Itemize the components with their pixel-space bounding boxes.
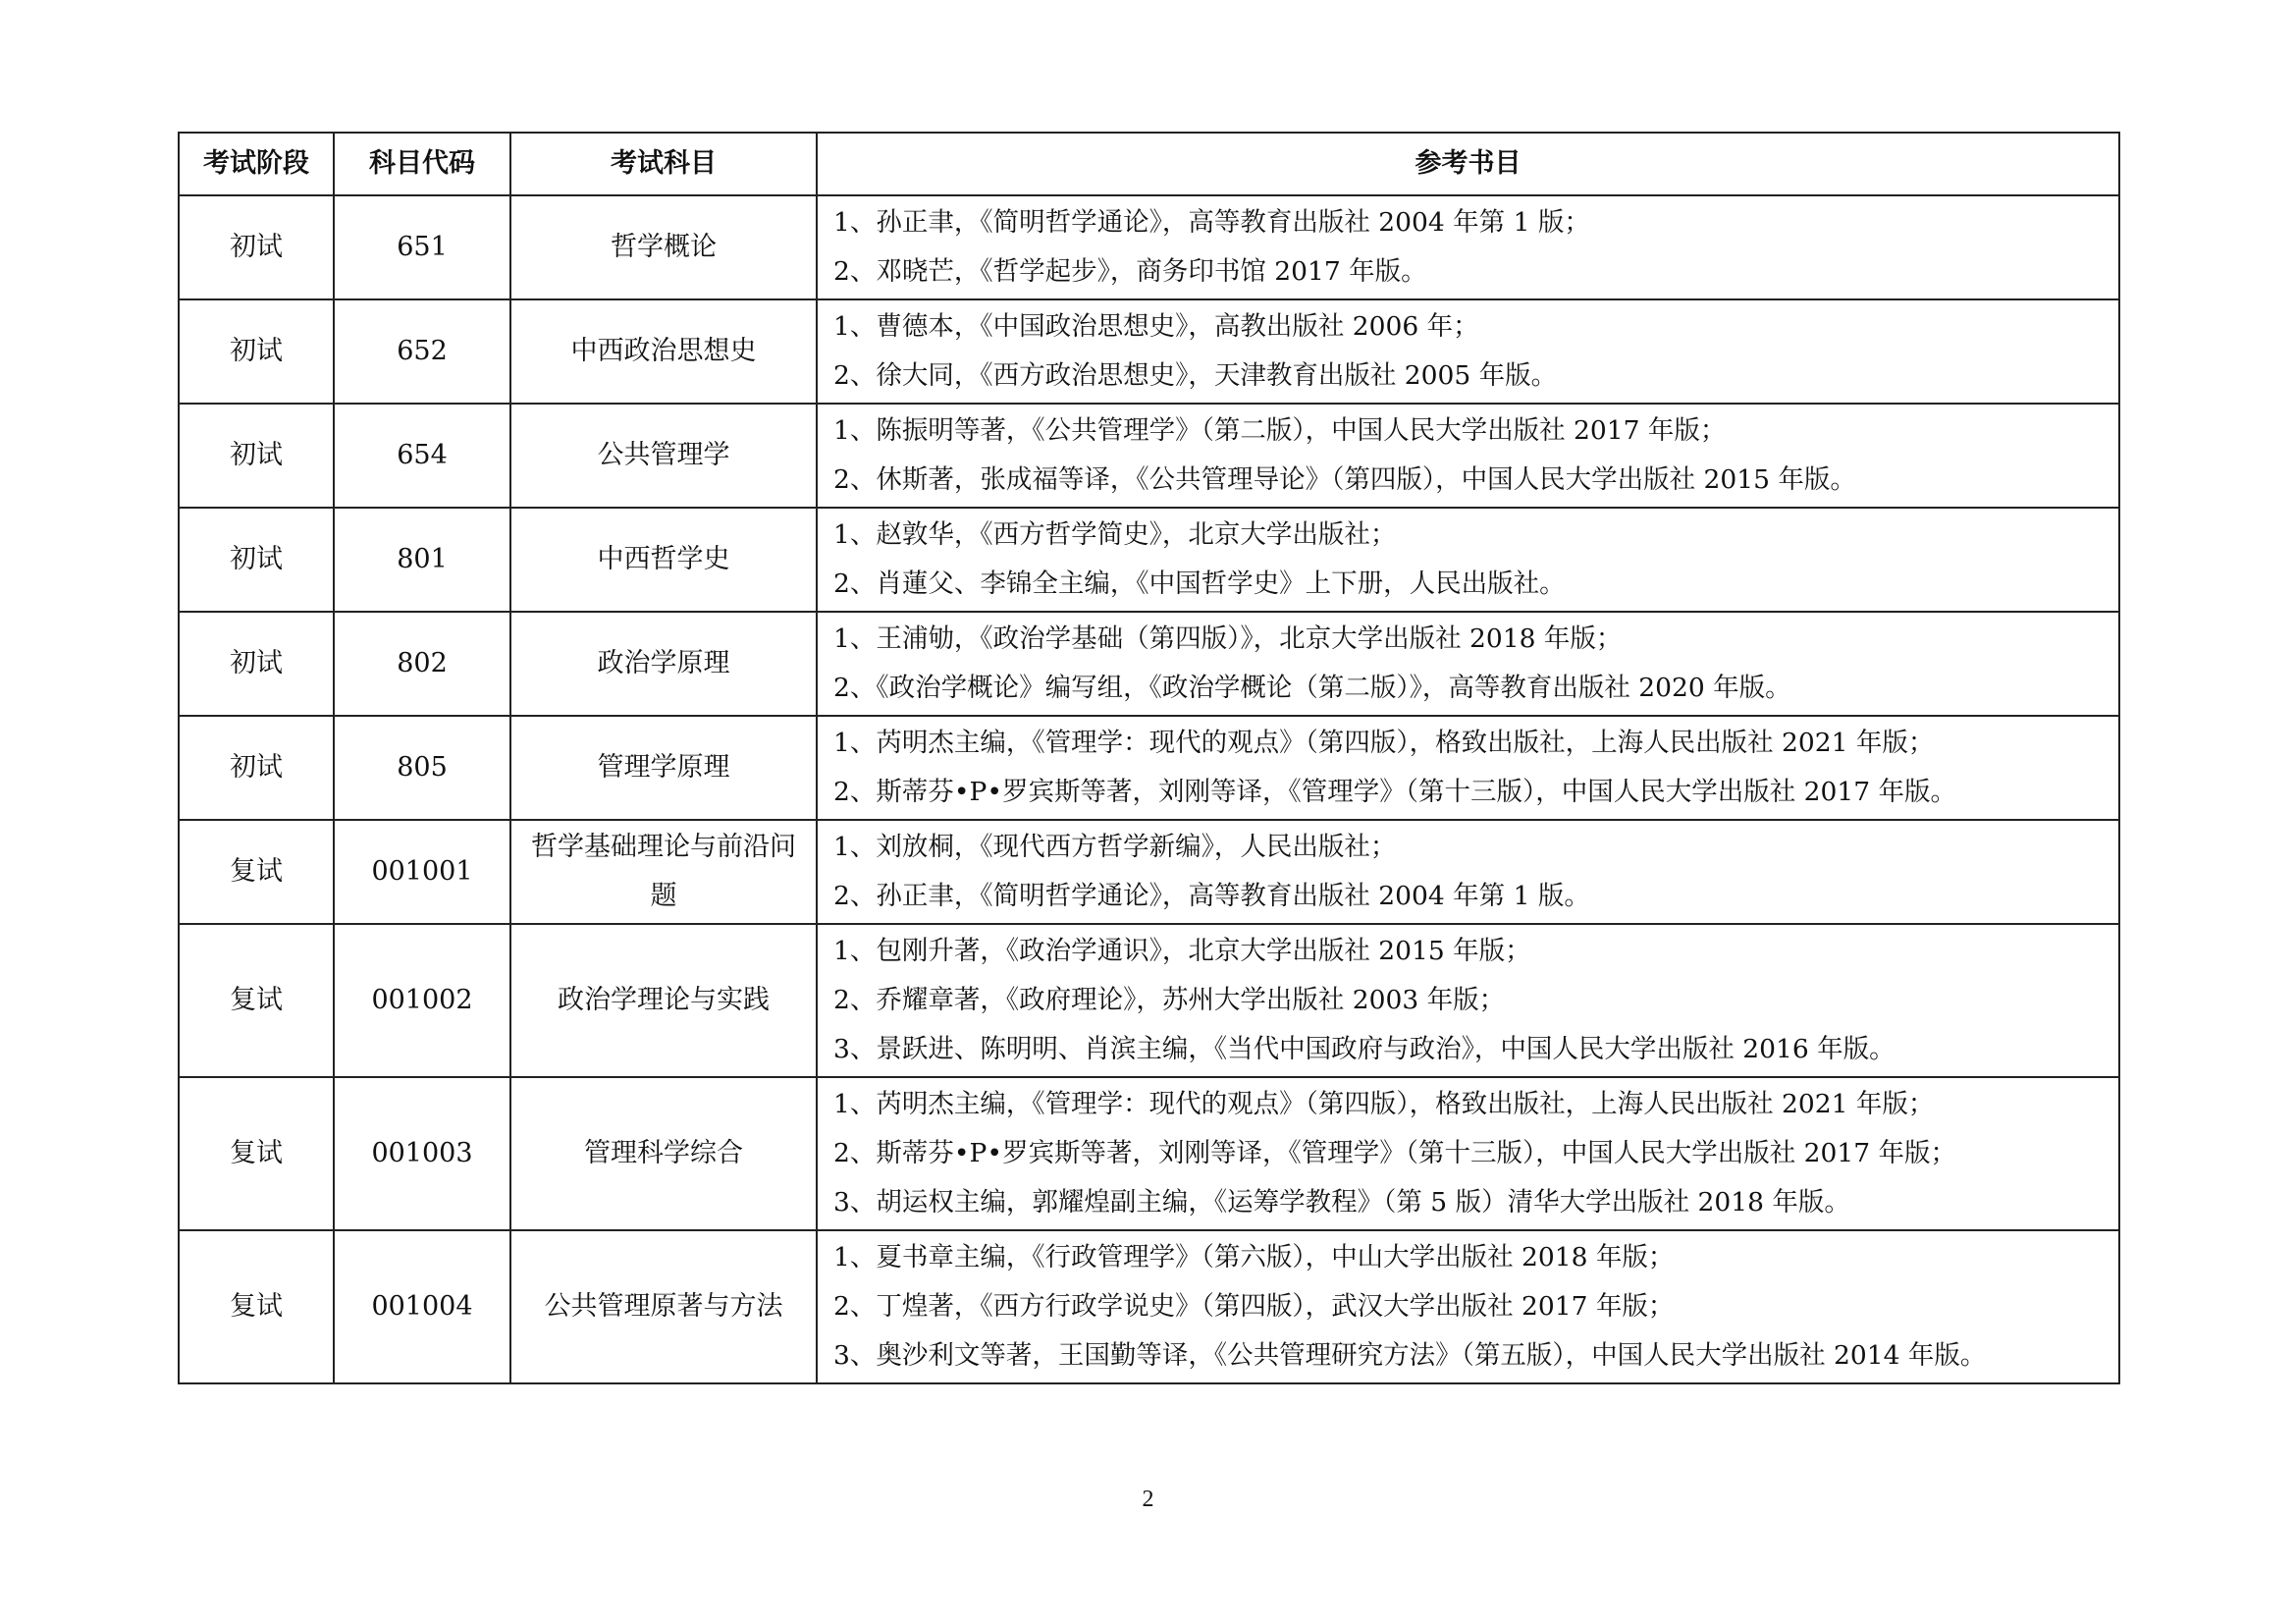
- book-entry: 3、奥沙利文等著，王国勤等译，《公共管理研究方法》（第五版），中国人民大学出版社 2014 年版。: [833, 1340, 1987, 1371]
- table-row: [179, 508, 2119, 612]
- cell-books: [817, 508, 2119, 612]
- subject-text: 公共管理原著与方法: [544, 1291, 783, 1322]
- cell-stage: 初试: [179, 612, 334, 716]
- cell-books: [817, 612, 2119, 716]
- cell-stage: 初试: [179, 195, 334, 299]
- cell-subject: [510, 404, 817, 508]
- subject-text: 哲学基础理论与前沿问题: [531, 832, 796, 911]
- book-entry: 1、孙正聿，《简明哲学通论》，高等教育出版社 2004 年第 1 版；: [833, 207, 1590, 238]
- cell-books: [817, 299, 2119, 404]
- book-entry: 2、丁煌著，《西方行政学说史》（第四版），武汉大学出版社 2017 年版；: [833, 1291, 1675, 1322]
- header-books: 参考书目: [817, 133, 2119, 195]
- subject-text: 公共管理学: [597, 440, 730, 470]
- table-row: [179, 820, 2119, 924]
- cell-books: [817, 1230, 2119, 1383]
- cell-subject: [510, 1230, 817, 1383]
- book-entry: 2、斯蒂芬•P•罗宾斯等著，刘刚等译，《管理学》（第十三版），中国人民大学出版社 2017 年版。: [833, 777, 1956, 807]
- cell-books: [817, 404, 2119, 508]
- table-row: [179, 299, 2119, 404]
- table-row: [179, 612, 2119, 716]
- book-entry: 1、夏书章主编，《行政管理学》（第六版），中山大学出版社 2018 年版；: [833, 1242, 1675, 1272]
- cell-code: 652: [334, 299, 510, 404]
- subject-text: 政治学原理: [597, 648, 730, 678]
- cell-code: 001002: [334, 924, 510, 1077]
- book-entry: 1、芮明杰主编，《管理学：现代的观点》（第四版），格致出版社，上海人民出版社 2021 年版；: [833, 1089, 1935, 1119]
- header-stage: 考试阶段: [179, 133, 334, 195]
- subject-text: 政治学理论与实践: [558, 985, 770, 1015]
- reference-books-table: [178, 132, 2120, 1384]
- cell-subject: [510, 924, 817, 1077]
- book-entry: 1、赵敦华，《西方哲学简史》，北京大学出版社；: [833, 519, 1397, 550]
- book-entry: 2、乔耀章著，《政府理论》，苏州大学出版社 2003 年版；: [833, 985, 1506, 1015]
- book-entry: 2、肖蓮父、李锦全主编，《中国哲学史》上下册，人民出版社。: [833, 568, 1566, 599]
- cell-code: 805: [334, 716, 510, 820]
- cell-subject: [510, 195, 817, 299]
- table-row: [179, 924, 2119, 1077]
- book-entry: 3、胡运权主编，郭耀煌副主编，《运筹学教程》（第 5 版）清华大学出版社 2018 年版。: [833, 1187, 1850, 1218]
- cell-stage: 初试: [179, 404, 334, 508]
- cell-stage: 复试: [179, 820, 334, 924]
- book-entry: 2、斯蒂芬•P•罗宾斯等著，刘刚等译，《管理学》（第十三版），中国人民大学出版社 2017 年版；: [833, 1138, 1956, 1168]
- cell-subject: [510, 508, 817, 612]
- cell-subject: [510, 612, 817, 716]
- cell-code: 654: [334, 404, 510, 508]
- book-entry: 1、曹德本，《中国政治思想史》，高教出版社 2006 年；: [833, 311, 1479, 342]
- cell-code: 001004: [334, 1230, 510, 1383]
- book-entry: 1、芮明杰主编，《管理学：现代的观点》（第四版），格致出版社，上海人民出版社 2021 年版；: [833, 728, 1935, 758]
- subject-text: 哲学概论: [611, 232, 717, 262]
- table-body: [179, 195, 2119, 1383]
- subject-text: 中西哲学史: [597, 544, 730, 574]
- book-entry: 1、王浦劬，《政治学基础（第四版）》，北京大学出版社 2018 年版；: [833, 623, 1623, 654]
- cell-books: [817, 716, 2119, 820]
- cell-books: [817, 195, 2119, 299]
- table-row: [179, 195, 2119, 299]
- cell-books: [817, 820, 2119, 924]
- book-entry: 1、陈振明等著，《公共管理学》（第二版），中国人民大学出版社 2017 年版；: [833, 415, 1727, 446]
- cell-code: 801: [334, 508, 510, 612]
- cell-code: 651: [334, 195, 510, 299]
- book-entry: 1、包刚升著，《政治学通识》，北京大学出版社 2015 年版；: [833, 936, 1531, 966]
- cell-stage: 初试: [179, 299, 334, 404]
- table-header-row: [179, 133, 2119, 195]
- cell-subject: [510, 1077, 817, 1230]
- book-entry: 1、刘放桐，《现代西方哲学新编》，人民出版社；: [833, 832, 1397, 862]
- cell-stage: 复试: [179, 1077, 334, 1230]
- subject-text: 管理学原理: [597, 752, 730, 783]
- header-subject: 考试科目: [510, 133, 817, 195]
- cell-code: 001001: [334, 820, 510, 924]
- book-entry: 2、《政治学概论》编写组，《政治学概论（第二版）》，高等教育出版社 2020 年版。: [833, 673, 1791, 703]
- cell-code: 802: [334, 612, 510, 716]
- book-entry: 2、徐大同，《西方政治思想史》，天津教育出版社 2005 年版。: [833, 360, 1558, 391]
- book-entry: 3、景跃进、陈明明、肖滨主编，《当代中国政府与政治》，中国人民大学出版社 2016 年版。: [833, 1034, 1896, 1064]
- cell-subject: [510, 716, 817, 820]
- book-entry: 2、孙正聿，《简明哲学通论》，高等教育出版社 2004 年第 1 版。: [833, 881, 1590, 911]
- cell-subject: [510, 299, 817, 404]
- subject-text: 中西政治思想史: [570, 336, 757, 366]
- cell-books: [817, 924, 2119, 1077]
- cell-stage: 复试: [179, 924, 334, 1077]
- cell-stage: 复试: [179, 1230, 334, 1383]
- cell-subject: [510, 820, 817, 924]
- cell-books: [817, 1077, 2119, 1230]
- book-entry: 2、休斯著，张成福等译，《公共管理导论》（第四版），中国人民大学出版社 2015 年版。: [833, 464, 1856, 495]
- table-row: [179, 1230, 2119, 1383]
- book-entry: 2、邓晓芒，《哲学起步》，商务印书馆 2017 年版。: [833, 256, 1427, 287]
- table-row: [179, 404, 2119, 508]
- page-number: 2: [1142, 1487, 1154, 1512]
- table-row: [179, 1077, 2119, 1230]
- subject-text: 管理科学综合: [584, 1138, 743, 1168]
- header-code: 科目代码: [334, 133, 510, 195]
- cell-stage: 初试: [179, 508, 334, 612]
- cell-stage: 初试: [179, 716, 334, 820]
- table-row: [179, 716, 2119, 820]
- cell-code: 001003: [334, 1077, 510, 1230]
